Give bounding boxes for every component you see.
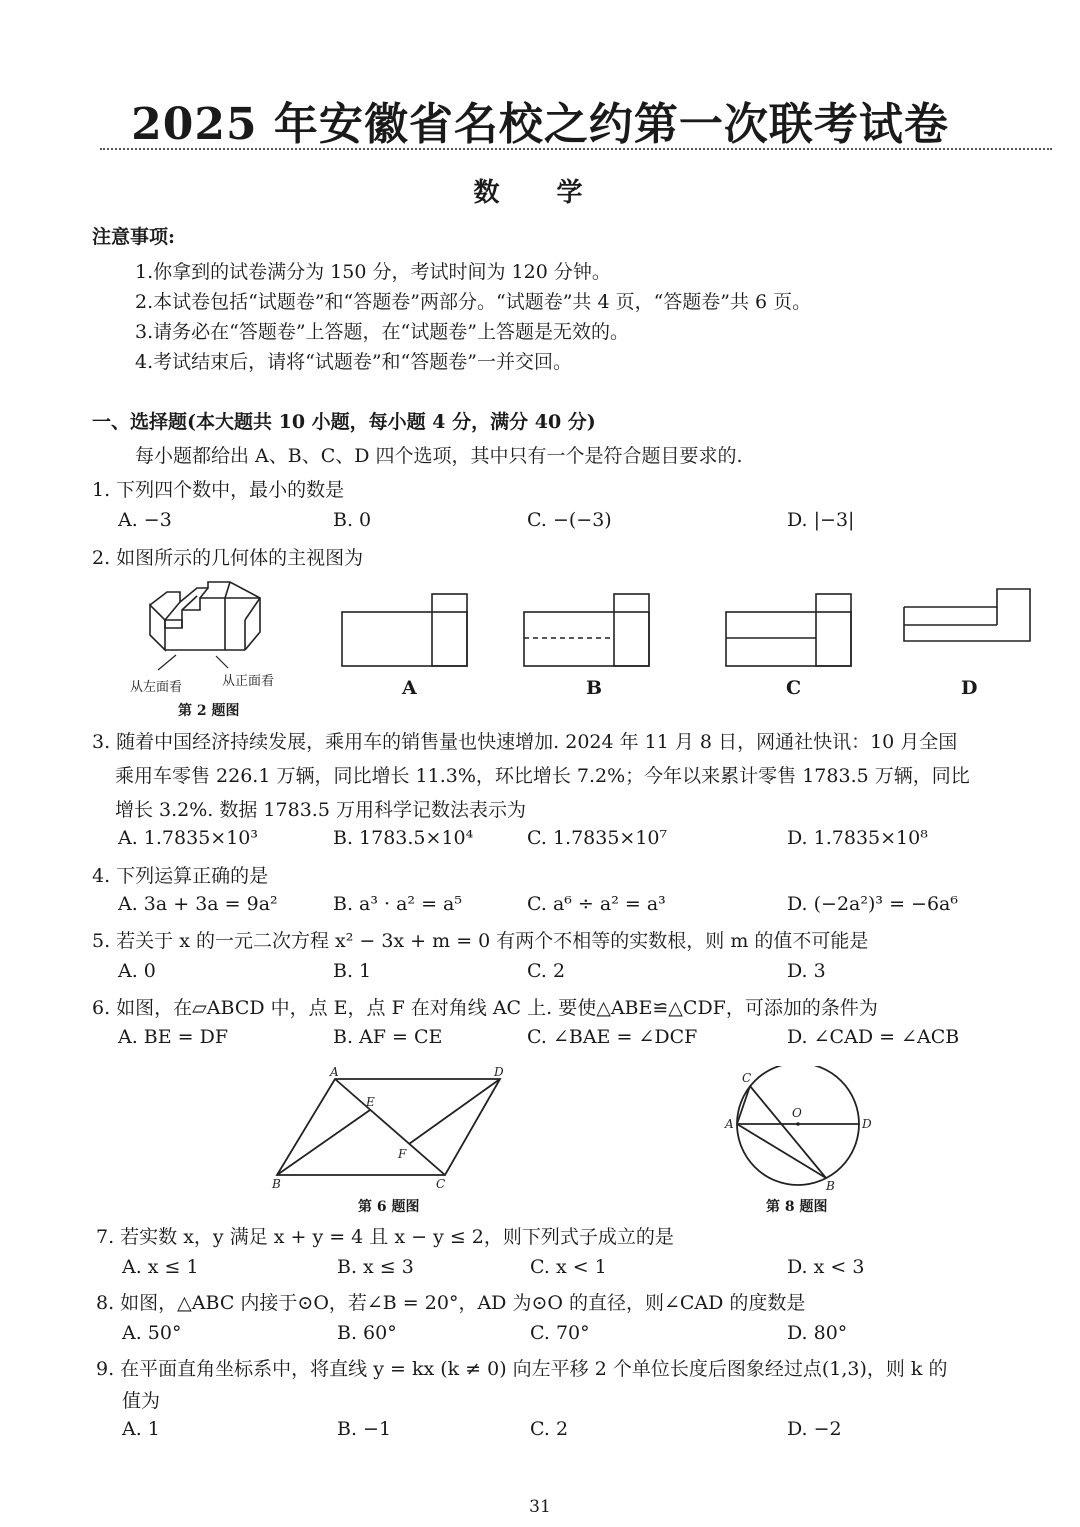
q3-line-2: 乘用车零售 226.1 万辆，同比增长 11.3%，环比增长 7.2%；今年以来累计零售 1783.5 万辆，同比 bbox=[115, 765, 970, 787]
q7-option-d: D. x < 3 bbox=[787, 1256, 865, 1278]
q8-option-c: C. 70° bbox=[530, 1322, 590, 1344]
q8-point-a: A bbox=[725, 1117, 734, 1131]
q9-line-2: 值为 bbox=[122, 1390, 161, 1412]
page-number: 31 bbox=[529, 1497, 551, 1517]
q9-option-d: D. −2 bbox=[787, 1418, 842, 1440]
notice-item-1: 1.你拿到的试卷满分为 150 分，考试时间为 120 分钟。 bbox=[135, 261, 611, 283]
q6-stem: 6. 如图，在▱ABCD 中，点 E，点 F 在对角线 AC 上. 要使△ABE≌△CDF，可添加的条件为 bbox=[92, 997, 878, 1019]
q3-line-1: 3. 随着中国经济持续发展，乘用车的销售量也快速增加. 2024 年 11 月 8 日，网通社快讯：10 月全国 bbox=[92, 731, 958, 753]
q9-option-b: B. −1 bbox=[337, 1418, 392, 1440]
q2-label-c: C bbox=[786, 677, 802, 699]
q1-option-c: C. −(−3) bbox=[527, 509, 612, 531]
notice-item-4: 4.考试结束后，请将“试题卷”和“答题卷”一并交回。 bbox=[135, 351, 572, 373]
q2-label-a: A bbox=[402, 677, 417, 699]
q2-label-d: D bbox=[961, 677, 978, 699]
section-instruction: 每小题都给出 A、B、C、D 四个选项，其中只有一个是符合题目要求的. bbox=[135, 445, 743, 467]
q1-option-b: B. 0 bbox=[333, 509, 372, 531]
q8-point-o: O bbox=[792, 1106, 802, 1120]
q6-option-d: D. ∠CAD = ∠ACB bbox=[787, 1026, 960, 1048]
q3-option-d: D. 1.7835×10⁸ bbox=[787, 827, 928, 849]
q4-option-d: D. (−2a²)³ = −6a⁶ bbox=[787, 893, 958, 915]
q6-option-c: C. ∠BAE = ∠DCF bbox=[527, 1026, 698, 1048]
q5-option-a: A. 0 bbox=[118, 960, 156, 982]
q2-view-option-d bbox=[902, 585, 1034, 665]
q1-option-d: D. |−3| bbox=[787, 509, 855, 531]
q9-option-c: C. 2 bbox=[530, 1418, 569, 1440]
q2-view-front-label: 从正面看 bbox=[222, 674, 275, 689]
subject-title: 数 学 bbox=[473, 178, 607, 208]
q2-figure-caption: 第 2 题图 bbox=[178, 703, 240, 719]
q3-line-3: 增长 3.2%. 数据 1783.5 万用科学记数法表示为 bbox=[115, 799, 526, 821]
title-divider bbox=[100, 148, 1052, 150]
q6-point-b: B bbox=[272, 1177, 281, 1191]
q6-figure bbox=[262, 1064, 522, 1194]
q6-option-a: A. BE = DF bbox=[118, 1026, 229, 1048]
q6-figure-caption: 第 6 题图 bbox=[358, 1199, 420, 1215]
q5-option-b: B. 1 bbox=[333, 960, 372, 982]
q2-label-b: B bbox=[586, 677, 603, 699]
q6-point-e: E bbox=[366, 1095, 375, 1109]
exam-title: 2025 年安徽省名校之约第一次联考试卷 bbox=[131, 99, 949, 150]
q2-stem: 2. 如图所示的几何体的主视图为 bbox=[92, 547, 364, 569]
q8-option-d: D. 80° bbox=[787, 1322, 848, 1344]
q8-figure bbox=[722, 1066, 882, 1196]
q8-figure-caption: 第 8 题图 bbox=[766, 1199, 828, 1215]
q6-point-f: F bbox=[398, 1147, 407, 1161]
q9-line-1: 9. 在平面直角坐标系中，将直线 y = kx (k ≠ 0) 向左平移 2 个单位长度后图象经过点(1,3)，则 k 的 bbox=[96, 1358, 948, 1380]
q1-option-a: A. −3 bbox=[118, 509, 172, 531]
q8-option-b: B. 60° bbox=[337, 1322, 397, 1344]
q3-option-c: C. 1.7835×10⁷ bbox=[527, 827, 668, 849]
q6-point-d: D bbox=[494, 1065, 504, 1079]
q6-point-c: C bbox=[436, 1177, 446, 1191]
q2-view-option-b bbox=[522, 590, 652, 670]
section-heading: 一、选择题(本大题共 10 小题，每小题 4 分，满分 40 分) bbox=[92, 411, 596, 433]
q6-point-a: A bbox=[330, 1065, 339, 1079]
notice-heading: 注意事项: bbox=[92, 226, 176, 248]
q7-option-a: A. x ≤ 1 bbox=[122, 1256, 199, 1278]
notice-item-3: 3.请务必在“答题卷”上答题，在“试题卷”上答题是无效的。 bbox=[135, 321, 629, 343]
q8-option-a: A. 50° bbox=[122, 1322, 182, 1344]
q4-option-b: B. a³ · a² = a⁵ bbox=[333, 893, 462, 915]
q5-option-d: D. 3 bbox=[787, 960, 826, 982]
q8-point-b: B bbox=[826, 1179, 835, 1193]
q5-option-c: C. 2 bbox=[527, 960, 566, 982]
q2-view-option-c bbox=[724, 590, 854, 670]
q7-option-c: C. x < 1 bbox=[530, 1256, 607, 1278]
q2-view-option-a bbox=[340, 590, 470, 670]
notice-item-2: 2.本试卷包括“试题卷”和“答题卷”两部分。“试题卷”共 4 页，“答题卷”共 6 页。 bbox=[135, 291, 812, 313]
q3-option-a: A. 1.7835×10³ bbox=[118, 827, 258, 849]
q6-option-b: B. AF = CE bbox=[333, 1026, 443, 1048]
q1-stem: 1. 下列四个数中，最小的数是 bbox=[92, 479, 345, 501]
q8-point-d: D bbox=[862, 1117, 872, 1131]
q7-option-b: B. x ≤ 3 bbox=[337, 1256, 414, 1278]
q8-point-c: C bbox=[742, 1071, 752, 1085]
q4-option-c: C. a⁶ ÷ a² = a³ bbox=[527, 893, 666, 915]
q5-stem: 5. 若关于 x 的一元二次方程 x² − 3x + m = 0 有两个不相等的实数根，则 m 的值不可能是 bbox=[92, 930, 869, 952]
q4-stem: 4. 下列运算正确的是 bbox=[92, 865, 269, 887]
q2-view-left-label: 从左面看 bbox=[130, 680, 183, 695]
q7-stem: 7. 若实数 x，y 满足 x + y = 4 且 x − y ≤ 2，则下列式子成立的是 bbox=[96, 1226, 674, 1248]
q3-option-b: B. 1783.5×10⁴ bbox=[333, 827, 474, 849]
q8-stem: 8. 如图，△ABC 内接于⊙O，若∠B = 20°，AD 为⊙O 的直径，则∠CAD 的度数是 bbox=[96, 1292, 806, 1314]
q4-option-a: A. 3a + 3a = 9a² bbox=[118, 893, 278, 915]
q9-option-a: A. 1 bbox=[122, 1418, 160, 1440]
